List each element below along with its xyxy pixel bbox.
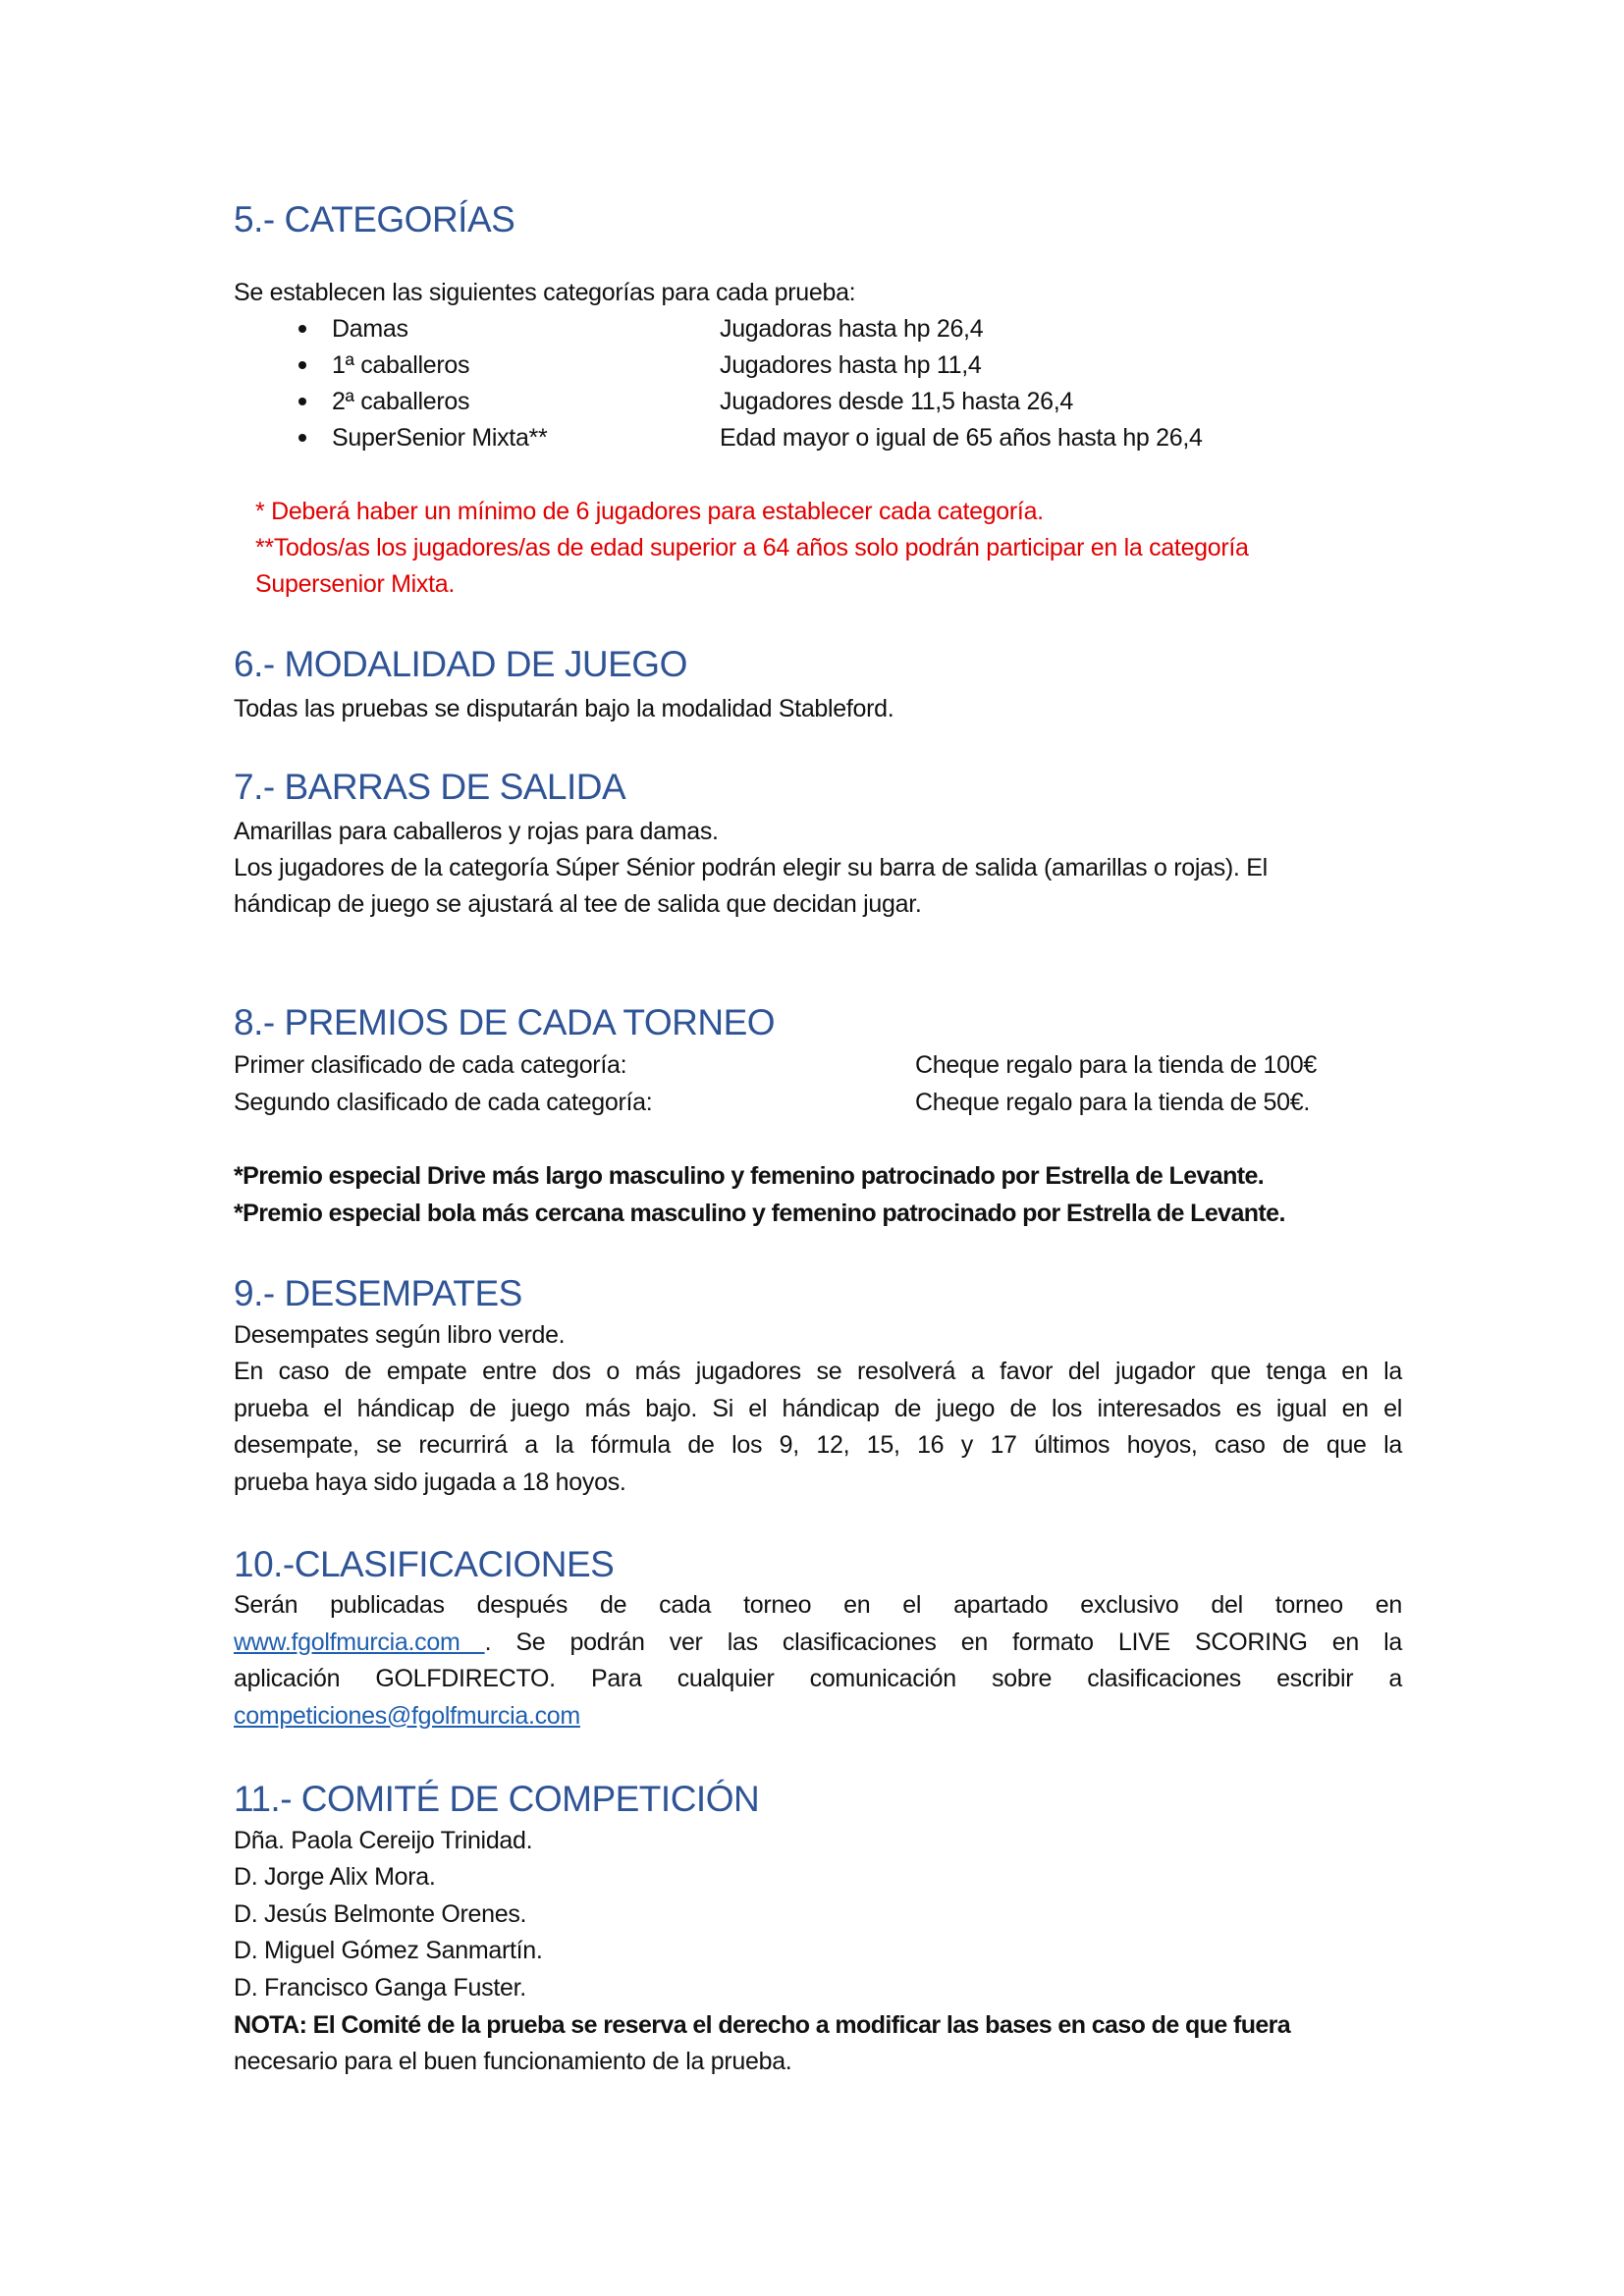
fgolfmurcia-website-link[interactable]: www.fgolfmurcia.com [234,1628,485,1656]
heading-premios: 8.- PREMIOS DE CADA TORNEO [234,1002,776,1042]
desempates-line: desempate, se recurrirá a la fórmula de los 9, 12, 15, 16 y 17 últimos hoyos, caso de que la [234,1431,1402,1459]
comite-member: D. Francisco Ganga Fuster. [234,1974,526,2002]
category-label: SuperSenior Mixta** [332,424,548,452]
premio-value: Cheque regalo para la tienda de 100€ [915,1051,1317,1079]
comite-member: Dña. Paola Cereijo Trinidad. [234,1827,533,1854]
clasificaciones-line [234,1698,1402,1735]
barras-line: Amarillas para caballeros y rojas para damas. [234,818,719,845]
bullet-icon [298,361,306,369]
categorias-note-supersenior: **Todos/as los jugadores/as de edad superior a 64 años solo podrán participar en la categoría [255,534,1249,561]
category-value: Jugadores hasta hp 11,4 [720,351,982,379]
premio-value: Cheque regalo para la tienda de 50€. [915,1089,1311,1116]
heading-categorias: 5.- CATEGORÍAS [234,199,515,240]
clasificaciones-line [234,1625,1402,1662]
desempates-line: En caso de empate entre dos o más jugadores se resolverá a favor del jugador que tenga en la [234,1358,1402,1385]
clasificaciones-line: Serán publicadas después de cada torneo en el apartado exclusivo del torneo en [234,1591,1402,1619]
bullet-icon [298,398,306,405]
premio-label: Segundo clasificado de cada categoría: [234,1089,653,1116]
clasificaciones-line: aplicación GOLFDIRECTO. Para cualquier comunicación sobre clasificaciones escribir a [234,1665,1402,1692]
modalidad-text: Todas las pruebas se disputarán bajo la modalidad Stableford. [234,695,894,722]
comite-nota-cont: necesario para el buen funcionamiento de la prueba. [234,2048,792,2075]
barras-line: Los jugadores de la categoría Súper Sénior podrán elegir su barra de salida (amarillas o rojas). El [234,854,1268,881]
comite-nota: NOTA: El Comité de la prueba se reserva el derecho a modificar las bases en caso de que fuera [234,2011,1291,2039]
category-label: 1ª caballeros [332,351,470,379]
heading-barras: 7.- BARRAS DE SALIDA [234,767,626,807]
heading-modalidad: 6.- MODALIDAD DE JUEGO [234,644,687,684]
desempates-line: Desempates según libro verde. [234,1321,566,1349]
clasificaciones-paragraph [234,1587,1402,1735]
categorias-note-supersenior-cont: Supersenior Mixta. [255,570,456,598]
desempates-line: prueba haya sido jugada a 18 hoyos. [234,1468,626,1496]
clasificaciones-text: . Se podrán ver las clasificaciones en formato LIVE SCORING en la [484,1628,1402,1656]
category-value: Jugadores desde 11,5 hasta 26,4 [720,388,1073,415]
premio-especial-bola: *Premio especial bola más cercana masculino y femenino patrocinado por Estrella de Levante. [234,1200,1285,1227]
bullet-icon [298,325,306,333]
comite-member: D. Miguel Gómez Sanmartín. [234,1937,543,1964]
categorias-intro: Se establecen las siguientes categorías para cada prueba: [234,279,856,306]
category-label: Damas [332,315,408,343]
premio-label: Primer clasificado de cada categoría: [234,1051,627,1079]
category-value: Jugadoras hasta hp 26,4 [720,315,984,343]
category-value: Edad mayor o igual de 65 años hasta hp 26,4 [720,424,1203,452]
heading-comite: 11.- COMITÉ DE COMPETICIÓN [234,1779,760,1819]
desempates-paragraph [234,1354,1402,1501]
desempates-line: prueba el hándicap de juego más bajo. Si el hándicap de juego de los interesados es igual en el [234,1394,1402,1422]
premio-especial-drive: *Premio especial Drive más largo masculino y femenino patrocinado por Estrella de Levante. [234,1162,1265,1190]
barras-line: hándicap de juego se ajustará al tee de salida que decidan jugar. [234,890,922,918]
heading-desempates: 9.- DESEMPATES [234,1273,522,1313]
category-label: 2ª caballeros [332,388,470,415]
categorias-note-minimum: * Deberá haber un mínimo de 6 jugadores para establecer cada categoría. [255,498,1044,525]
comite-member: D. Jorge Alix Mora. [234,1863,436,1891]
competiciones-email-link[interactable]: competiciones@fgolfmurcia.com [234,1701,580,1730]
bullet-icon [298,434,306,442]
comite-member: D. Jesús Belmonte Orenes. [234,1900,527,1928]
heading-clasificaciones: 10.-CLASIFICACIONES [234,1544,615,1584]
